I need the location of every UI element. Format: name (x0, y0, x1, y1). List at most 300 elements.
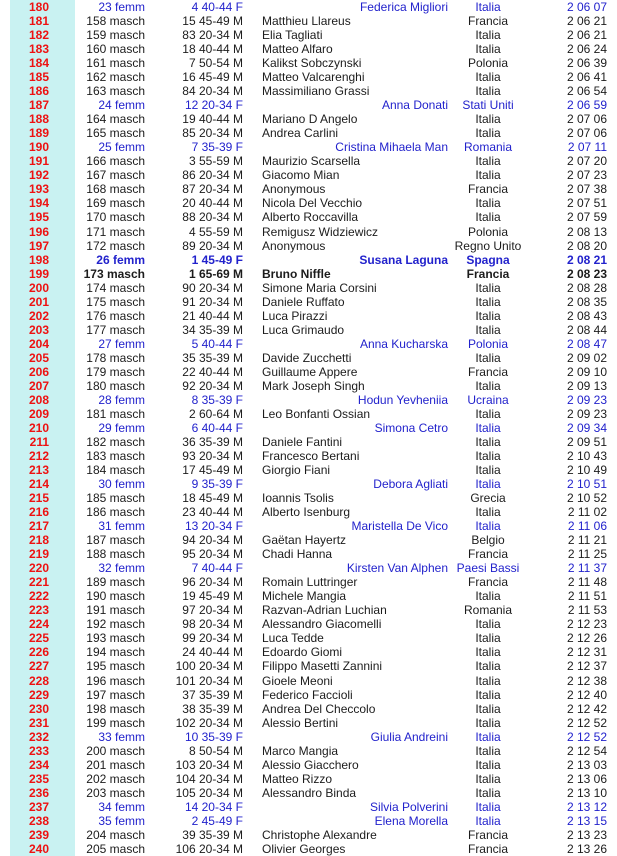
category-rank-cell: 167 masch (86, 168, 145, 183)
right-gutter (607, 14, 617, 28)
table-row (0, 758, 617, 772)
table-row (0, 519, 617, 533)
left-gutter (0, 631, 10, 645)
table-row (0, 379, 617, 393)
right-gutter (607, 659, 617, 673)
left-gutter (0, 126, 10, 140)
category-rank-cell: 23 femm (98, 0, 145, 15)
left-gutter (0, 716, 10, 730)
table-row (0, 182, 617, 196)
time-cell: 2 13 26 (566, 841, 607, 856)
category-cell: 20 40-44 M (182, 196, 243, 211)
country-cell: Italia (475, 617, 501, 632)
table-row (0, 309, 617, 323)
table-row (0, 393, 617, 407)
category-cell: 6 40-44 F (191, 420, 243, 435)
left-gutter (0, 281, 10, 295)
position-cell: 208 (10, 393, 75, 407)
time-cell: 2 11 25 (567, 547, 607, 562)
category-rank-cell: 160 masch (86, 42, 145, 57)
position-cell: 216 (10, 505, 75, 519)
right-gutter (607, 561, 617, 575)
table-row (0, 0, 617, 14)
position-cell: 196 (10, 225, 75, 239)
category-cell: 98 20-34 M (182, 617, 243, 632)
category-rank-cell: 188 masch (86, 547, 145, 562)
category-cell: 89 20-34 M (182, 238, 243, 253)
category-rank-cell: 161 masch (86, 56, 145, 71)
name-cell: Razvan-Adrian Luchian (262, 603, 387, 618)
left-gutter (0, 309, 10, 323)
position-cell: 182 (10, 28, 75, 42)
time-cell: 2 11 48 (567, 575, 607, 590)
category-rank-cell: 33 femm (98, 729, 145, 744)
name-cell: Debora Agliati (373, 477, 448, 492)
table-row (0, 477, 617, 491)
name-cell: Michele Mangia (262, 589, 347, 604)
position-cell: 189 (10, 126, 75, 140)
right-gutter (607, 267, 617, 281)
country-cell: Italia (475, 42, 501, 57)
time-cell: 2 09 23 (566, 392, 607, 407)
name-cell: Federica Migliori (359, 0, 448, 15)
table-row (0, 28, 617, 42)
category-cell: 96 20-34 M (182, 575, 243, 590)
time-cell: 2 12 54 (566, 743, 607, 758)
position-cell: 225 (10, 631, 75, 645)
country-cell: Italia (475, 322, 501, 337)
name-cell: Christophe Alexandre (262, 827, 377, 842)
country-cell: Francia (467, 182, 508, 197)
left-gutter (0, 365, 10, 379)
table-row (0, 196, 617, 210)
right-gutter (607, 70, 617, 84)
time-cell: 2 08 43 (566, 308, 607, 323)
right-gutter (607, 196, 617, 210)
category-rank-cell: 169 masch (86, 196, 145, 211)
category-cell: 14 20-34 F (184, 799, 243, 814)
position-cell: 219 (10, 547, 75, 561)
right-gutter (607, 772, 617, 786)
table-row (0, 210, 617, 224)
name-cell: Edoardo Giomi (262, 645, 343, 660)
category-cell: 23 40-44 M (182, 505, 243, 520)
time-cell: 2 11 02 (567, 505, 607, 520)
left-gutter (0, 323, 10, 337)
category-cell: 35 35-39 M (182, 350, 243, 365)
table-row (0, 126, 617, 140)
position-cell: 237 (10, 800, 75, 814)
category-rank-cell: 174 masch (86, 280, 145, 295)
category-cell: 93 20-34 M (182, 449, 243, 464)
table-row (0, 786, 617, 800)
category-rank-cell: 183 masch (86, 449, 145, 464)
category-rank-cell: 193 masch (86, 631, 145, 646)
right-gutter (607, 463, 617, 477)
position-cell: 212 (10, 449, 75, 463)
left-gutter (0, 561, 10, 575)
category-cell: 90 20-34 M (182, 280, 243, 295)
country-cell: Italia (475, 757, 501, 772)
time-cell: 2 09 13 (566, 378, 607, 393)
right-gutter (607, 0, 617, 14)
right-gutter (607, 182, 617, 196)
country-cell: Italia (475, 631, 501, 646)
position-cell: 201 (10, 295, 75, 309)
category-cell: 91 20-34 M (182, 294, 243, 309)
time-cell: 2 08 23 (566, 266, 607, 281)
category-rank-cell: 189 masch (86, 575, 145, 590)
time-cell: 2 07 23 (566, 168, 607, 183)
right-gutter (607, 210, 617, 224)
left-gutter (0, 674, 10, 688)
name-cell: Alessandro Binda (262, 785, 357, 800)
time-cell: 2 08 35 (566, 294, 607, 309)
right-gutter (607, 645, 617, 659)
name-cell: Olivier Georges (262, 841, 346, 856)
country-cell: Belgio (471, 533, 505, 548)
time-cell: 2 09 02 (566, 350, 607, 365)
country-cell: Italia (475, 463, 501, 478)
table-row (0, 253, 617, 267)
position-cell: 188 (10, 112, 75, 126)
category-rank-cell: 202 masch (86, 771, 145, 786)
time-cell: 2 09 10 (566, 364, 607, 379)
left-gutter (0, 645, 10, 659)
category-cell: 87 20-34 M (182, 182, 243, 197)
category-cell: 13 20-34 F (184, 519, 243, 534)
right-gutter (607, 730, 617, 744)
left-gutter (0, 140, 10, 154)
country-cell: Italia (475, 519, 501, 534)
left-gutter (0, 112, 10, 126)
name-cell: Maurizio Scarsella (262, 154, 361, 169)
right-gutter (607, 491, 617, 505)
position-cell: 194 (10, 196, 75, 210)
time-cell: 2 10 52 (566, 491, 607, 506)
table-row (0, 674, 617, 688)
left-gutter (0, 267, 10, 281)
category-rank-cell: 166 masch (86, 154, 145, 169)
country-cell: Polonia (467, 56, 509, 71)
name-cell: Alberto Isenburg (262, 505, 351, 520)
table-row (0, 617, 617, 631)
right-gutter (607, 323, 617, 337)
time-cell: 2 12 52 (566, 729, 607, 744)
time-cell: 2 10 49 (566, 463, 607, 478)
right-gutter (607, 56, 617, 70)
time-cell: 2 08 13 (566, 224, 607, 239)
position-cell: 191 (10, 154, 75, 168)
country-cell: Italia (475, 813, 501, 828)
table-row (0, 547, 617, 561)
right-gutter (607, 688, 617, 702)
name-cell: Anonymous (262, 182, 326, 197)
time-cell: 2 07 11 (567, 140, 607, 155)
table-row (0, 659, 617, 673)
table-row (0, 800, 617, 814)
time-cell: 2 12 31 (566, 645, 607, 660)
position-cell: 184 (10, 56, 75, 70)
left-gutter (0, 407, 10, 421)
category-rank-cell: 198 masch (86, 701, 145, 716)
time-cell: 2 07 06 (566, 112, 607, 127)
name-cell: Luca Pirazzi (262, 308, 328, 323)
left-gutter (0, 0, 10, 14)
category-cell: 86 20-34 M (182, 168, 243, 183)
time-cell: 2 11 53 (567, 603, 607, 618)
country-cell: Stati Uniti (462, 98, 514, 113)
position-cell: 229 (10, 688, 75, 702)
left-gutter (0, 225, 10, 239)
category-rank-cell: 173 masch (83, 266, 145, 281)
category-cell: 15 45-49 M (182, 14, 243, 29)
time-cell: 2 13 12 (566, 799, 607, 814)
left-gutter (0, 28, 10, 42)
country-cell: Grecia (470, 491, 506, 506)
table-row (0, 533, 617, 547)
right-gutter (607, 842, 617, 856)
country-cell: Regno Unito (454, 238, 522, 253)
table-row (0, 84, 617, 98)
category-rank-cell: 172 masch (86, 238, 145, 253)
right-gutter (607, 379, 617, 393)
left-gutter (0, 702, 10, 716)
table-row (0, 603, 617, 617)
position-cell: 217 (10, 519, 75, 533)
right-gutter (607, 421, 617, 435)
table-row (0, 56, 617, 70)
category-rank-cell: 31 femm (98, 519, 145, 534)
left-gutter (0, 659, 10, 673)
left-gutter (0, 603, 10, 617)
right-gutter (607, 140, 617, 154)
right-gutter (607, 28, 617, 42)
right-gutter (607, 589, 617, 603)
position-cell: 181 (10, 14, 75, 28)
category-rank-cell: 175 masch (86, 294, 145, 309)
table-row (0, 772, 617, 786)
category-cell: 88 20-34 M (182, 210, 243, 225)
table-row (0, 449, 617, 463)
category-rank-cell: 176 masch (86, 308, 145, 323)
category-cell: 101 20-34 M (175, 673, 243, 688)
position-cell: 215 (10, 491, 75, 505)
table-row (0, 295, 617, 309)
left-gutter (0, 84, 10, 98)
table-row (0, 225, 617, 239)
left-gutter (0, 505, 10, 519)
right-gutter (607, 365, 617, 379)
category-cell: 4 40-44 F (191, 0, 243, 15)
left-gutter (0, 730, 10, 744)
position-cell: 190 (10, 140, 75, 154)
left-gutter (0, 519, 10, 533)
time-cell: 2 08 47 (566, 336, 607, 351)
right-gutter (607, 505, 617, 519)
category-cell: 12 20-34 F (184, 98, 243, 113)
left-gutter (0, 210, 10, 224)
category-rank-cell: 26 femm (96, 252, 145, 267)
country-cell: Italia (475, 84, 501, 99)
country-cell: Italia (475, 28, 501, 43)
position-cell: 220 (10, 561, 75, 575)
position-cell: 202 (10, 309, 75, 323)
right-gutter (607, 281, 617, 295)
name-cell: Daniele Fantini (262, 434, 343, 449)
right-gutter (607, 295, 617, 309)
category-cell: 95 20-34 M (182, 547, 243, 562)
left-gutter (0, 196, 10, 210)
left-gutter (0, 491, 10, 505)
category-cell: 106 20-34 M (175, 841, 243, 856)
position-cell: 236 (10, 786, 75, 800)
time-cell: 2 07 38 (566, 182, 607, 197)
category-cell: 18 40-44 M (182, 42, 243, 57)
time-cell: 2 08 28 (566, 280, 607, 295)
category-cell: 18 45-49 M (182, 491, 243, 506)
category-cell: 39 35-39 M (182, 827, 243, 842)
name-cell: Hodun Yevheniia (357, 392, 448, 407)
category-cell: 92 20-34 M (182, 378, 243, 393)
name-cell: Silvia Polverini (369, 799, 448, 814)
category-rank-cell: 178 masch (86, 350, 145, 365)
category-rank-cell: 179 masch (86, 364, 145, 379)
name-cell: Daniele Ruffato (262, 294, 345, 309)
category-rank-cell: 197 masch (86, 687, 145, 702)
position-cell: 203 (10, 323, 75, 337)
category-cell: 2 45-49 F (191, 813, 243, 828)
category-cell: 24 40-44 M (182, 645, 243, 660)
country-cell: Italia (475, 70, 501, 85)
position-cell: 187 (10, 98, 75, 112)
right-gutter (607, 631, 617, 645)
country-cell: Francia (467, 547, 508, 562)
table-row (0, 267, 617, 281)
left-gutter (0, 14, 10, 28)
name-cell: Bruno Niffle (262, 266, 331, 281)
right-gutter (607, 449, 617, 463)
country-cell: Romania (463, 140, 513, 155)
country-cell: Italia (475, 743, 501, 758)
name-cell: Matteo Rizzo (262, 771, 333, 786)
category-cell: 83 20-34 M (182, 28, 243, 43)
right-gutter (607, 407, 617, 421)
position-cell: 238 (10, 814, 75, 828)
name-cell: Chadi Hanna (262, 547, 333, 562)
country-cell: Francia (467, 364, 508, 379)
right-gutter (607, 800, 617, 814)
country-cell: Italia (475, 715, 501, 730)
table-row (0, 239, 617, 253)
country-cell: Polonia (467, 336, 509, 351)
left-gutter (0, 758, 10, 772)
category-cell: 94 20-34 M (182, 533, 243, 548)
category-cell: 5 40-44 F (191, 336, 243, 351)
position-cell: 228 (10, 674, 75, 688)
left-gutter (0, 70, 10, 84)
right-gutter (607, 519, 617, 533)
country-cell: Italia (475, 434, 501, 449)
category-cell: 37 35-39 M (182, 687, 243, 702)
name-cell: Kirsten Van Alphen (346, 561, 448, 576)
name-cell: Davide Zucchetti (262, 350, 352, 365)
time-cell: 2 08 20 (566, 238, 607, 253)
time-cell: 2 13 03 (566, 757, 607, 772)
country-cell: Italia (475, 477, 501, 492)
position-cell: 199 (10, 267, 75, 281)
time-cell: 2 09 34 (566, 420, 607, 435)
left-gutter (0, 337, 10, 351)
left-gutter (0, 842, 10, 856)
left-gutter (0, 98, 10, 112)
right-gutter (607, 84, 617, 98)
left-gutter (0, 688, 10, 702)
category-rank-cell: 205 masch (86, 841, 145, 856)
country-cell: Italia (475, 350, 501, 365)
category-rank-cell: 181 masch (86, 406, 145, 421)
category-rank-cell: 162 masch (86, 70, 145, 85)
right-gutter (607, 253, 617, 267)
country-cell: Italia (475, 785, 501, 800)
right-gutter (607, 702, 617, 716)
table-row (0, 154, 617, 168)
category-rank-cell: 35 femm (98, 813, 145, 828)
name-cell: Luca Grimaudo (262, 322, 345, 337)
category-cell: 19 40-44 M (182, 112, 243, 127)
time-cell: 2 07 06 (566, 126, 607, 141)
left-gutter (0, 589, 10, 603)
name-cell: Simone Maria Corsini (262, 280, 377, 295)
table-row (0, 589, 617, 603)
name-cell: Gioele Meoni (262, 673, 333, 688)
time-cell: 2 11 37 (567, 561, 607, 576)
position-cell: 192 (10, 168, 75, 182)
name-cell: Simona Cetro (374, 420, 448, 435)
country-cell: Italia (475, 420, 501, 435)
category-cell: 4 55-59 M (188, 224, 243, 239)
country-cell: Francia (467, 827, 508, 842)
position-cell: 223 (10, 603, 75, 617)
table-row (0, 407, 617, 421)
country-cell: Italia (475, 210, 501, 225)
category-cell: 99 20-34 M (182, 631, 243, 646)
table-row (0, 561, 617, 575)
position-cell: 195 (10, 210, 75, 224)
left-gutter (0, 547, 10, 561)
right-gutter (607, 225, 617, 239)
category-cell: 97 20-34 M (182, 603, 243, 618)
time-cell: 2 13 15 (566, 813, 607, 828)
right-gutter (607, 814, 617, 828)
left-gutter (0, 477, 10, 491)
time-cell: 2 12 23 (566, 617, 607, 632)
position-cell: 221 (10, 575, 75, 589)
time-cell: 2 12 42 (566, 701, 607, 716)
left-gutter (0, 253, 10, 267)
country-cell: Italia (475, 126, 501, 141)
table-row (0, 281, 617, 295)
name-cell: Romain Luttringer (262, 575, 358, 590)
time-cell: 2 12 38 (566, 673, 607, 688)
right-gutter (607, 42, 617, 56)
country-cell: Italia (475, 701, 501, 716)
time-cell: 2 08 21 (566, 252, 607, 267)
time-cell: 2 07 20 (566, 154, 607, 169)
table-row (0, 435, 617, 449)
country-cell: Polonia (467, 224, 509, 239)
name-cell: Anna Kucharska (359, 336, 448, 351)
